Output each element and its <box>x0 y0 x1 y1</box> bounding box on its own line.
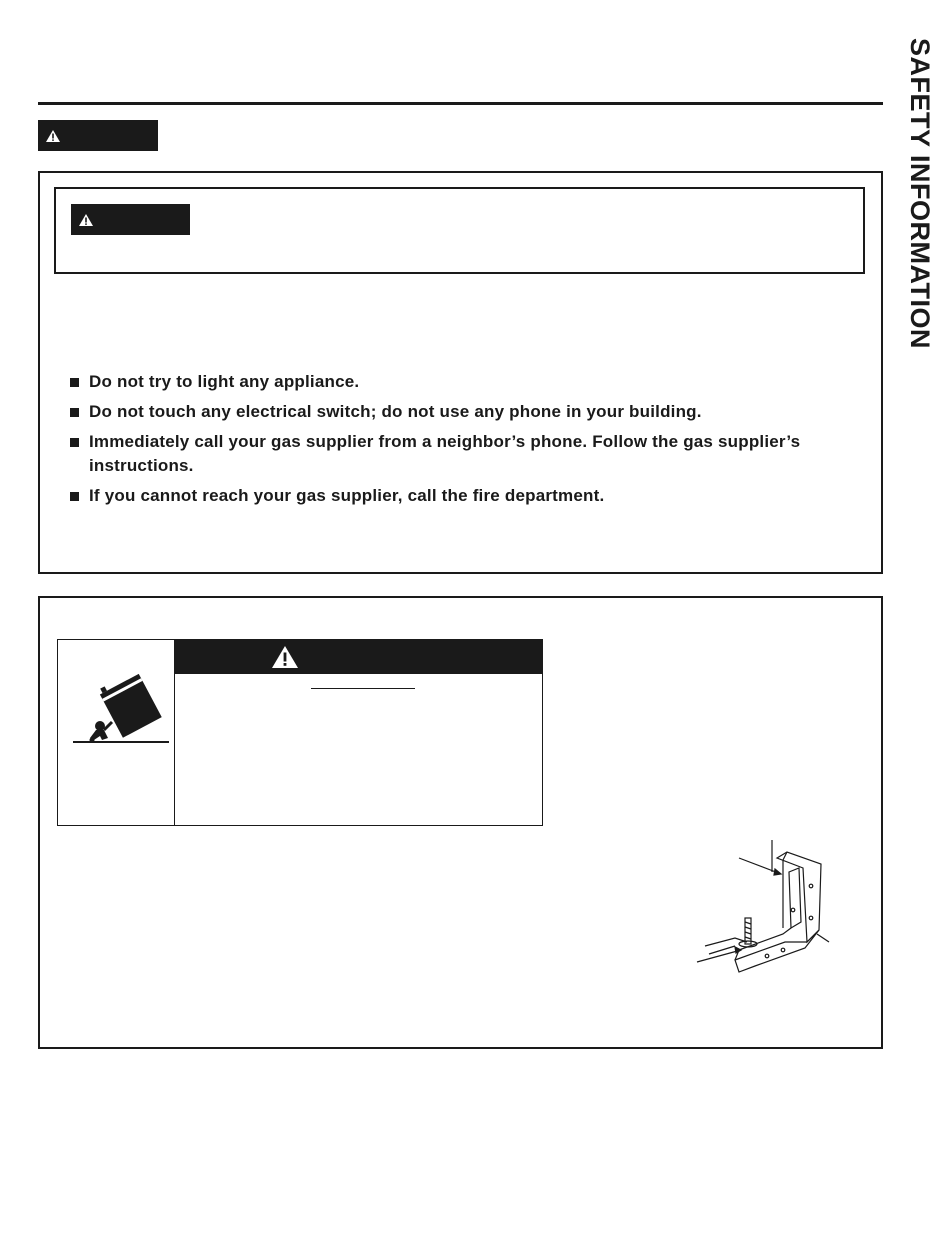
tip-warning-underline <box>311 688 415 689</box>
list-item <box>66 430 826 478</box>
bullet-square-icon <box>70 408 79 417</box>
range-tip-over-icon <box>70 670 170 750</box>
instruction-text: Do not try to light any appliance. <box>89 372 360 391</box>
warning-triangle-icon <box>46 130 60 142</box>
instruction-text: If you cannot reach your gas supplier, call the fire department. <box>89 486 605 505</box>
list-item <box>66 400 826 424</box>
bullet-square-icon <box>70 438 79 447</box>
warning-triangle-icon <box>272 646 298 668</box>
header-rule <box>38 102 883 105</box>
anti-tip-bracket-illustration <box>695 838 845 978</box>
header-warning-label <box>38 120 158 151</box>
instruction-text: Immediately call your gas supplier from a neighbor’s phone. Follow the gas supplier’s instructions. <box>89 432 801 475</box>
inner-warning-label <box>71 204 190 235</box>
bullet-square-icon <box>70 492 79 501</box>
list-item <box>66 370 826 394</box>
instruction-text: Do not touch any electrical switch; do not use any phone in your building. <box>89 402 702 421</box>
list-item <box>66 484 826 508</box>
side-section-title: SAFETY INFORMATION <box>905 38 935 349</box>
gas-leak-instruction-list <box>66 370 826 514</box>
tip-over-warning-header <box>175 639 543 674</box>
bullet-square-icon <box>70 378 79 387</box>
warning-triangle-icon <box>79 214 93 226</box>
